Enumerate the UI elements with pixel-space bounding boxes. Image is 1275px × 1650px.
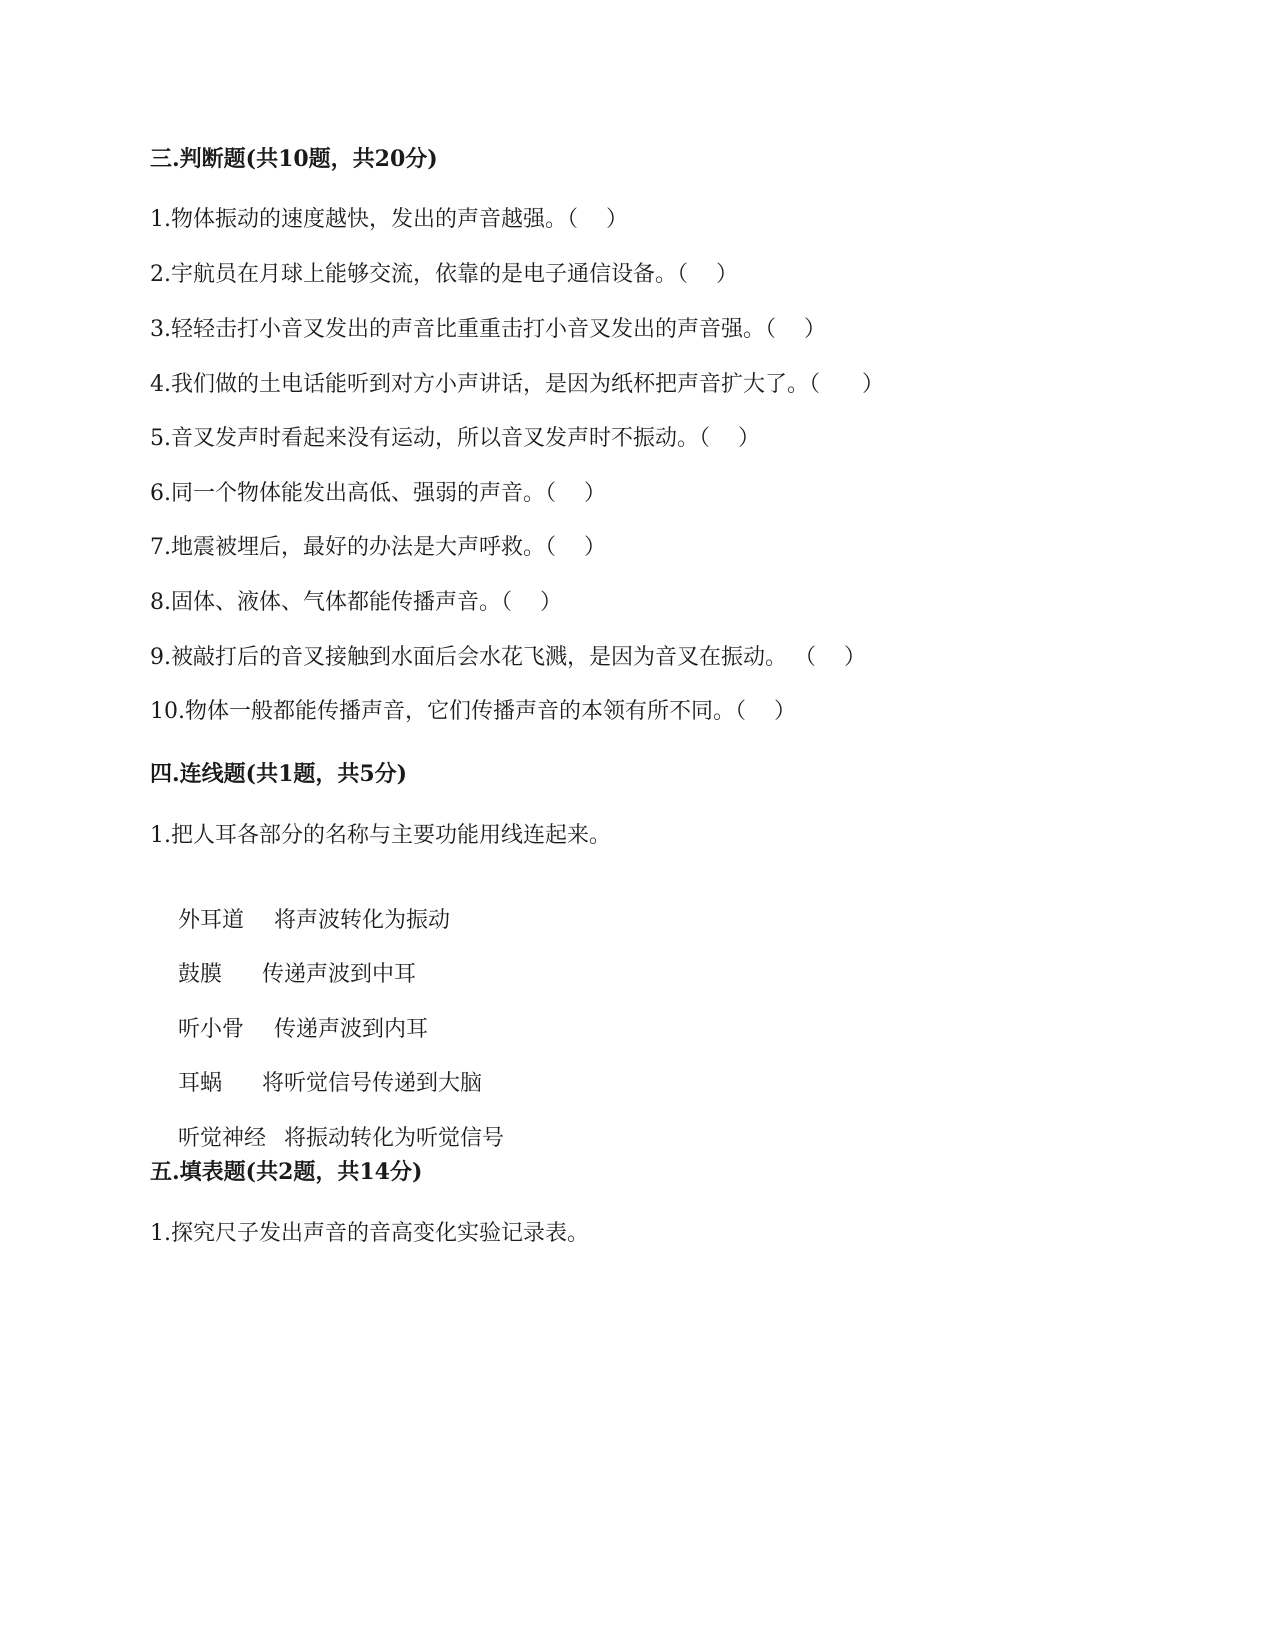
judgement-item-8: 8.固体、液体、气体都能传播声音。（ ） (150, 590, 562, 615)
ear-part-function: 将振动转化为听觉信号 (283, 1126, 504, 1151)
ear-part-term: 耳蜗 (177, 1071, 222, 1096)
matching-question: 1.把人耳各部分的名称与主要功能用线连起来。 (150, 823, 611, 848)
judgement-item-7: 7.地震被埋后，最好的办法是大声呼救。（ ） (150, 535, 606, 560)
judgement-item-2: 2.宇航员在月球上能够交流，依靠的是电子通信设备。（ ） (150, 262, 738, 287)
judgement-item-1: 1.物体振动的速度越快，发出的声音越强。（ ） (150, 207, 628, 232)
judgement-item-3: 3.轻轻击打小音叉发出的声音比重重击打小音叉发出的声音强。（ ） (150, 317, 826, 342)
section-heading-matching: 四.连线题(共1题，共5分) (150, 761, 408, 787)
ear-part-term: 外耳道 (177, 908, 244, 933)
fill-table-question: 1.探究尺子发出声音的音高变化实验记录表。 (150, 1221, 589, 1246)
section-heading-judgement: 三.判断题(共10题，共20分) (150, 146, 438, 172)
judgement-item-5: 5.音叉发声时看起来没有运动，所以音叉发声时不振动。（ ） (150, 426, 760, 451)
ear-part-function: 将声波转化为振动 (273, 908, 450, 933)
judgement-item-10: 10.物体一般都能传播声音，它们传播声音的本领有所不同。（ ） (150, 699, 796, 724)
ear-part-function: 将听觉信号传递到大脑 (261, 1071, 482, 1096)
ear-part-term: 鼓膜 (177, 962, 222, 987)
judgement-item-9: 9.被敲打后的音叉接触到水面后会水花飞溅，是因为音叉在振动。 （ ） (150, 645, 866, 670)
ear-part-term: 听小骨 (177, 1017, 244, 1042)
judgement-item-6: 6.同一个物体能发出高低、强弱的声音。（ ） (150, 481, 606, 506)
section-heading-fill-table: 五.填表题(共2题，共14分) (150, 1159, 423, 1185)
judgement-item-4: 4.我们做的土电话能听到对方小声讲话，是因为纸杯把声音扩大了。（ ） (150, 372, 884, 397)
ear-part-function: 传递声波到中耳 (261, 962, 416, 987)
ear-part-function: 传递声波到内耳 (273, 1017, 428, 1042)
ear-part-term: 听觉神经 (177, 1126, 266, 1151)
